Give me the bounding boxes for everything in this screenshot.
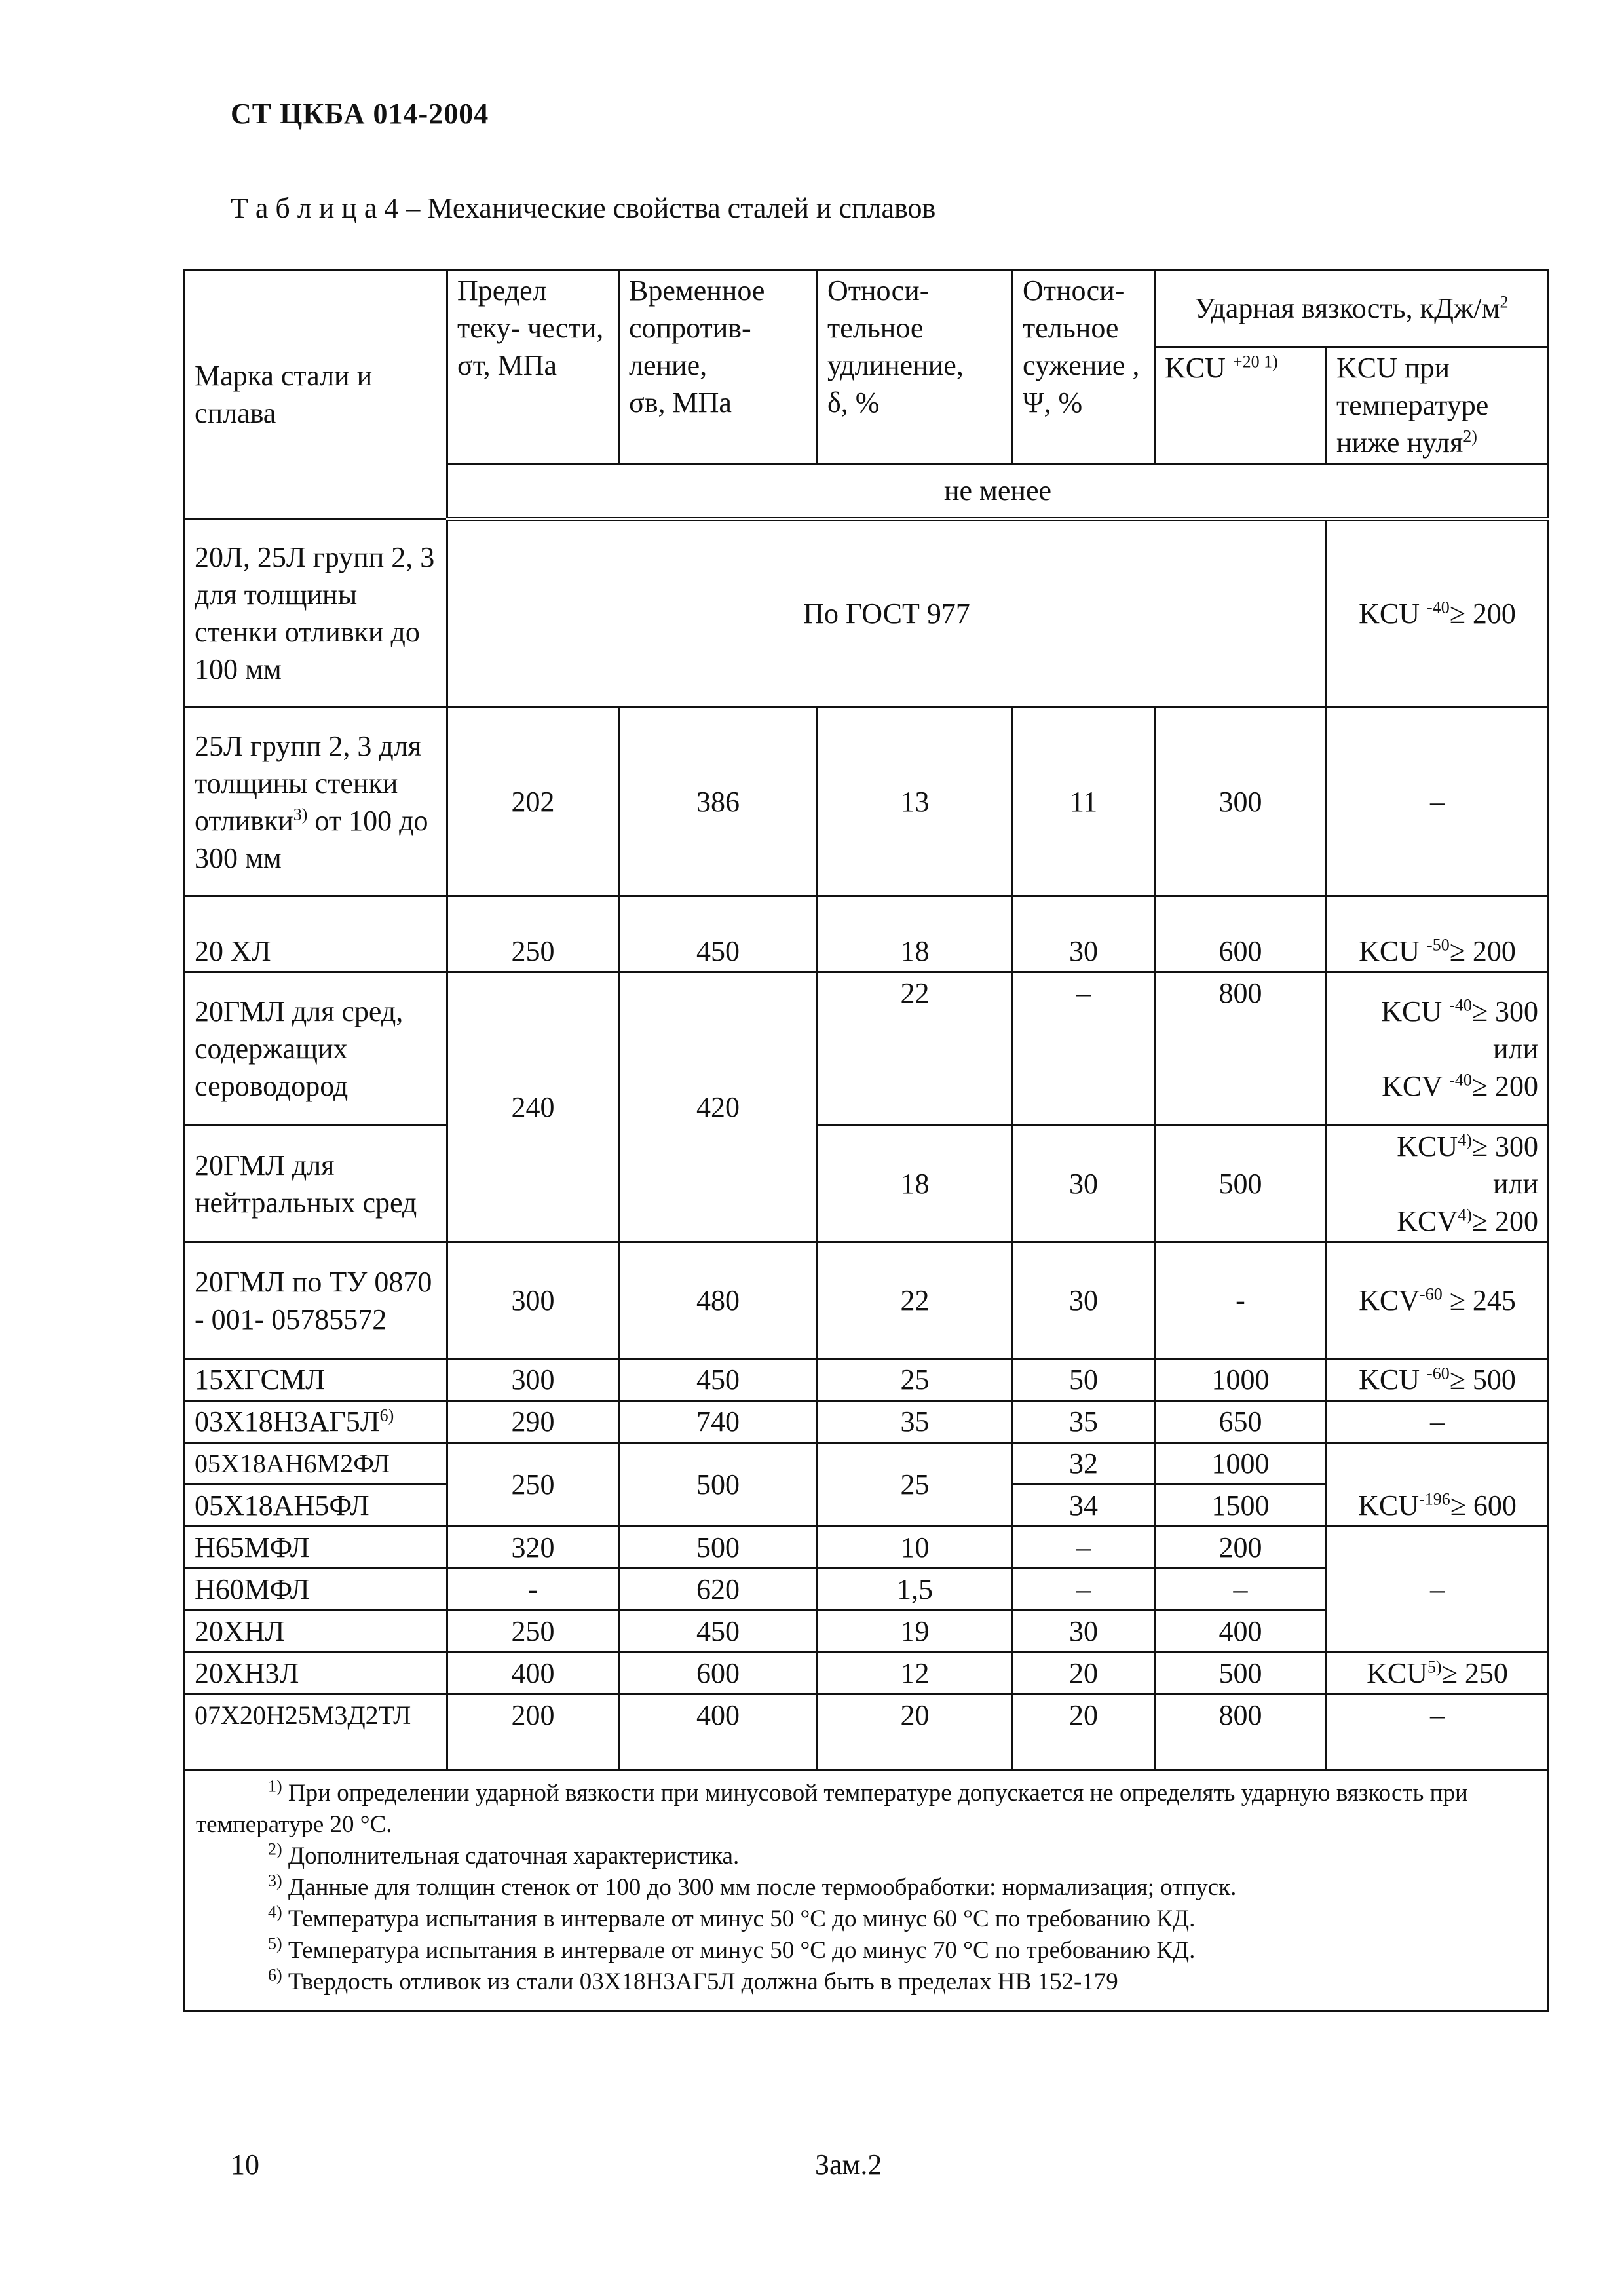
row-grade: 20Л, 25Л групп 2, 3 для толщины стенки отливки до 100 мм <box>185 519 447 708</box>
row-grade: 20ГМЛ по ТУ 0870 - 001- 05785572 <box>185 1242 447 1359</box>
header-elongation: Относи- тельное удлинение, δ, % <box>818 270 1013 464</box>
mechanical-properties-table <box>183 269 1547 2012</box>
row-kcu: 400 <box>1155 1611 1327 1653</box>
row-elongation: 1,5 <box>818 1569 1013 1611</box>
row-yield: 300 <box>447 1242 619 1359</box>
row-kcu-negative: $KCU^{4)}\ge 300$ или $KCV^{4)}\ge 200$ <box>1327 1126 1549 1242</box>
row-yield: 200 <box>447 1694 619 1770</box>
row-grade: 20 ХЛ <box>185 896 447 972</box>
row-kcu: 1000 <box>1155 1443 1327 1485</box>
footnote: $^{4)}$ Температура испытания в интервале от минус 50 °С до минус 60 °С по требованию КД. <box>268 1902 1196 1932</box>
row-kcu: 200 <box>1155 1527 1327 1569</box>
row-kcu-negative: – <box>1327 1401 1549 1443</box>
row-yield: 250 <box>447 1611 619 1653</box>
footnote: $^{5)}$ Температура испытания в интервале от минус 50 °С до минус 70 °С по требованию КД. <box>268 1934 1196 1964</box>
row-reduction: 20 <box>1013 1694 1155 1770</box>
row-reduction: 30 <box>1013 1242 1155 1359</box>
row-grade: $03Х18Н3АГ5Л^{6)}$ <box>185 1401 447 1443</box>
row-kcu: 300 <box>1155 708 1327 896</box>
footnote: $^{2)}$ Дополнительная сдаточная характеристика. <box>268 1839 740 1869</box>
row-kcu-negative: – <box>1327 1694 1549 1770</box>
row-yield: 202 <box>447 708 619 896</box>
header-min-note: не менее <box>447 464 1549 519</box>
row-elongation: 18 <box>818 1126 1013 1242</box>
row-elongation: 35 <box>818 1401 1013 1443</box>
row-kcu: 500 <box>1155 1126 1327 1242</box>
row-tensile: 600 <box>619 1653 818 1694</box>
row-yield: 320 <box>447 1527 619 1569</box>
header-grade: Марка стали и сплава <box>185 270 447 519</box>
row-tensile: 500 <box>619 1443 818 1527</box>
row-kcu: 650 <box>1155 1401 1327 1443</box>
header-yield: Предел теку- чести, σт, МПа <box>447 270 619 464</box>
row-kcu: 1000 <box>1155 1359 1327 1401</box>
row-grade: 05Х18АН5ФЛ <box>185 1485 447 1527</box>
row-reduction: 32 <box>1013 1443 1155 1485</box>
row-kcu-negative: KCU $^{-40}$≥ 300 или KCV $^{-40}$≥ 200 <box>1327 972 1549 1126</box>
row-grade: Н65МФЛ <box>185 1527 447 1569</box>
row-elongation: 25 <box>818 1359 1013 1401</box>
header-kcu: KCU $^{+20 1)}$ <box>1155 347 1327 464</box>
row-tensile: 450 <box>619 1611 818 1653</box>
row-grade: 15ХГСМЛ <box>185 1359 447 1401</box>
row-reduction: 30 <box>1013 896 1155 972</box>
row-kcu-negative: – <box>1327 1527 1549 1653</box>
amendment-mark: Зам.2 <box>815 2149 882 2181</box>
row-reduction: 11 <box>1013 708 1155 896</box>
document-code: СТ ЦКБА 014-2004 <box>231 98 489 130</box>
header-impact: Ударная вязкость, кДж/$м^2$ <box>1155 270 1549 347</box>
row-grade: 05Х18АН6М2ФЛ <box>185 1443 447 1485</box>
row-tensile: 450 <box>619 896 818 972</box>
row-yield: 290 <box>447 1401 619 1443</box>
row-elongation: 10 <box>818 1527 1013 1569</box>
page-number: 10 <box>231 2149 259 2181</box>
row-kcu: 800 <box>1155 1694 1327 1770</box>
row-tensile: 400 <box>619 1694 818 1770</box>
row-kcu: 800 <box>1155 972 1327 1126</box>
row-kcu-negative: $KCU^{-196}\ge 600$ <box>1327 1443 1549 1527</box>
row-elongation: 25 <box>818 1443 1013 1527</box>
table-caption: Т а б л и ц а 4 – Механические свойства сталей и сплавов <box>231 192 936 224</box>
row-kcu-negative: KCU $^{-60}$≥ 500 <box>1327 1359 1549 1401</box>
row-reduction: 35 <box>1013 1401 1155 1443</box>
row-elongation: 22 <box>818 972 1013 1126</box>
row-kcu: - <box>1155 1242 1327 1359</box>
row-reduction: 30 <box>1013 1126 1155 1242</box>
row-elongation: 20 <box>818 1694 1013 1770</box>
row-elongation: 19 <box>818 1611 1013 1653</box>
row-tensile: 620 <box>619 1569 818 1611</box>
row-elongation: 13 <box>818 708 1013 896</box>
row-elongation: 12 <box>818 1653 1013 1694</box>
row-grade: 07Х20Н25М3Д2ТЛ <box>185 1694 447 1770</box>
row-reduction: – <box>1013 972 1155 1126</box>
row-tensile: 386 <box>619 708 818 896</box>
row-kcu: – <box>1155 1569 1327 1611</box>
row-grade: 25Л групп 2, 3 для толщины стенки отливки$^{3)}$ от 100 до 300 мм <box>185 708 447 896</box>
row-reduction: 20 <box>1013 1653 1155 1694</box>
row-tensile: 500 <box>619 1527 818 1569</box>
footnote: $^{3)}$ Данные для толщин стенок от 100 до 300 мм после термообработки: нормализация; отпуск. <box>268 1871 1237 1901</box>
row-tensile: 450 <box>619 1359 818 1401</box>
row-grade: 20ХНЛ <box>185 1611 447 1653</box>
row-grade: 20ГМЛ для сред, содержащих сероводород <box>185 972 447 1126</box>
row-yield: - <box>447 1569 619 1611</box>
row-kcu: 600 <box>1155 896 1327 972</box>
footnote: $^{1)}$ При определении ударной вязкости при минусовой температуре допускается не определять ударную вязкость при температуре 20 °С. <box>196 1776 1468 1838</box>
row-kcu-negative: $KCV^{-60} \ge 245$ <box>1327 1242 1549 1359</box>
row-reduction: 50 <box>1013 1359 1155 1401</box>
header-reduction: Относи- тельное сужение , Ψ, % <box>1013 270 1155 464</box>
row-grade: 20ГМЛ для нейтральных сред <box>185 1126 447 1242</box>
row-grade: 20ХН3Л <box>185 1653 447 1694</box>
row-elongation: 22 <box>818 1242 1013 1359</box>
row-gost-ref: По ГОСТ 977 <box>447 519 1327 708</box>
row-kcu-negative: – <box>1327 708 1549 896</box>
header-tensile: Временное сопротив- ление, σв, МПа <box>619 270 818 464</box>
row-yield: 240 <box>447 972 619 1242</box>
row-reduction: – <box>1013 1569 1155 1611</box>
row-grade: Н60МФЛ <box>185 1569 447 1611</box>
row-kcu: 1500 <box>1155 1485 1327 1527</box>
row-reduction: 30 <box>1013 1611 1155 1653</box>
row-kcu-negative: $KCU^{5)}\ge 250$ <box>1327 1653 1549 1694</box>
row-yield: 250 <box>447 896 619 972</box>
table-footnotes <box>185 1770 1549 2011</box>
header-kcu-negative: KCU при температуре ниже нуля$^{2)}$ <box>1327 347 1549 464</box>
row-yield: 250 <box>447 1443 619 1527</box>
row-tensile: 480 <box>619 1242 818 1359</box>
row-kcu-negative: KCU $^{-50}$≥ 200 <box>1327 896 1549 972</box>
row-tensile: 420 <box>619 972 818 1242</box>
row-reduction: – <box>1013 1527 1155 1569</box>
row-reduction: 34 <box>1013 1485 1155 1527</box>
footnote: $^{6)}$ Твердость отливок из стали 03Х18Н3АГ5Л должна быть в пределах НВ 152-179 <box>268 1965 1118 1995</box>
row-elongation: 18 <box>818 896 1013 972</box>
row-kcu: 500 <box>1155 1653 1327 1694</box>
row-kcu-negative: KCU $^{-40}$≥ 200 <box>1327 519 1549 708</box>
row-yield: 300 <box>447 1359 619 1401</box>
row-yield: 400 <box>447 1653 619 1694</box>
row-tensile: 740 <box>619 1401 818 1443</box>
